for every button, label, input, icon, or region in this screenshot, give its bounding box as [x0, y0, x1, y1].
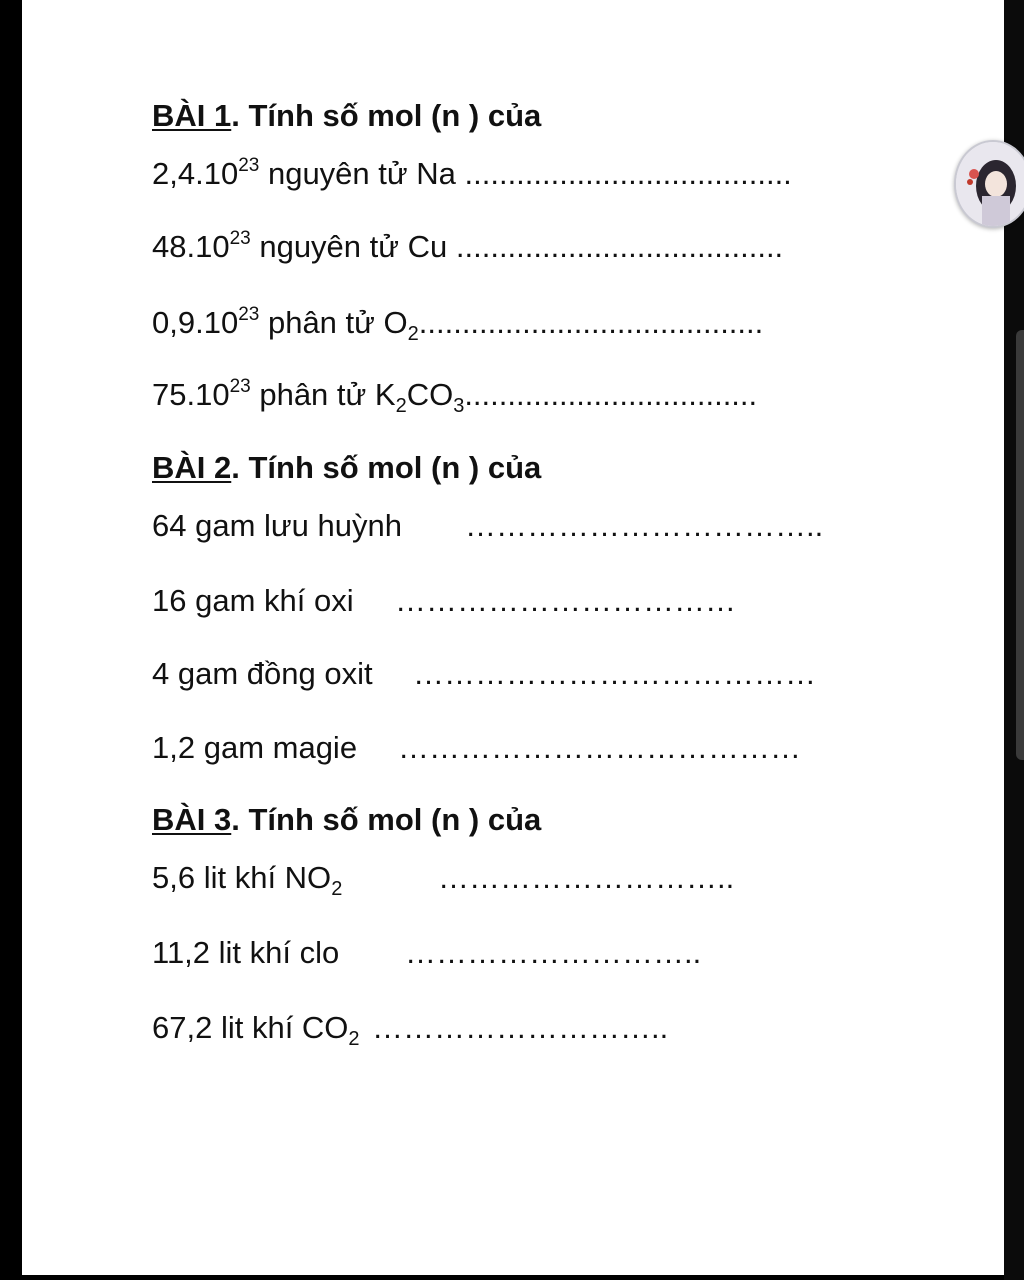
answer-blank[interactable]: ........................................: [418, 305, 764, 340]
floating-avatar-bubble[interactable]: [954, 140, 1024, 228]
answer-blank[interactable]: ……………………………..: [465, 508, 824, 543]
scroll-handle[interactable]: [1016, 330, 1024, 760]
exercise-3-title: . Tính số mol (n ) của: [231, 802, 542, 837]
exercise-3-item-3: 67,2 lit khí $CO_2$: [152, 1010, 360, 1050]
answer-blank[interactable]: ……………………………: [395, 583, 736, 618]
exercise-1-item-3: 0,9.10$^{23}$ phân tử $O_2$........................................: [152, 304, 764, 345]
exercise-1-label: BÀI 1: [152, 98, 232, 133]
exercise-2-item-2: 16 gam khí oxi: [152, 583, 354, 618]
answer-blank[interactable]: ..................................: [464, 377, 758, 412]
exercise-1-item-4: 75.10$^{23}$ phân tử $K_2CO_3$..................................: [152, 376, 758, 417]
answer-blank[interactable]: ………………………..: [438, 860, 735, 895]
exercise-3-heading: [152, 804, 541, 835]
answer-blank[interactable]: …………………………………: [398, 730, 801, 765]
worksheet-page: [22, 0, 1004, 1275]
exercise-3-item-2: 11,2 lit khí clo: [152, 935, 340, 970]
exercise-1-item-2: 48.10$^{23}$ nguyên tử Cu ......................................: [152, 228, 784, 264]
avatar-icon: [956, 142, 1024, 226]
exercise-2-heading: [152, 452, 541, 483]
answer-blank[interactable]: ………………………..: [405, 935, 702, 970]
exercise-1-item-1: 2,4.10$^{23}$ nguyên tử Na ......................................: [152, 155, 792, 191]
exercise-2-title: . Tính số mol (n ) của: [231, 450, 542, 485]
exercise-2-label: BÀI 2: [152, 450, 232, 485]
exercise-3-item-1: 5,6 lit khí $NO_2$: [152, 860, 343, 900]
answer-blank[interactable]: ………………………..: [372, 1010, 669, 1045]
answer-blank[interactable]: …………………………………: [413, 656, 816, 691]
exercise-2-item-1: 64 gam lưu huỳnh: [152, 508, 402, 543]
exercise-2-item-4: 1,2 gam magie: [152, 730, 358, 765]
exercise-1-heading: [152, 100, 541, 131]
answer-blank[interactable]: ......................................: [447, 229, 784, 264]
exercise-1-title: . Tính số mol (n ) của: [231, 98, 542, 133]
answer-blank[interactable]: ......................................: [455, 156, 792, 191]
exercise-3-label: BÀI 3: [152, 802, 232, 837]
exercise-2-item-3: 4 gam đồng oxit: [152, 656, 373, 691]
